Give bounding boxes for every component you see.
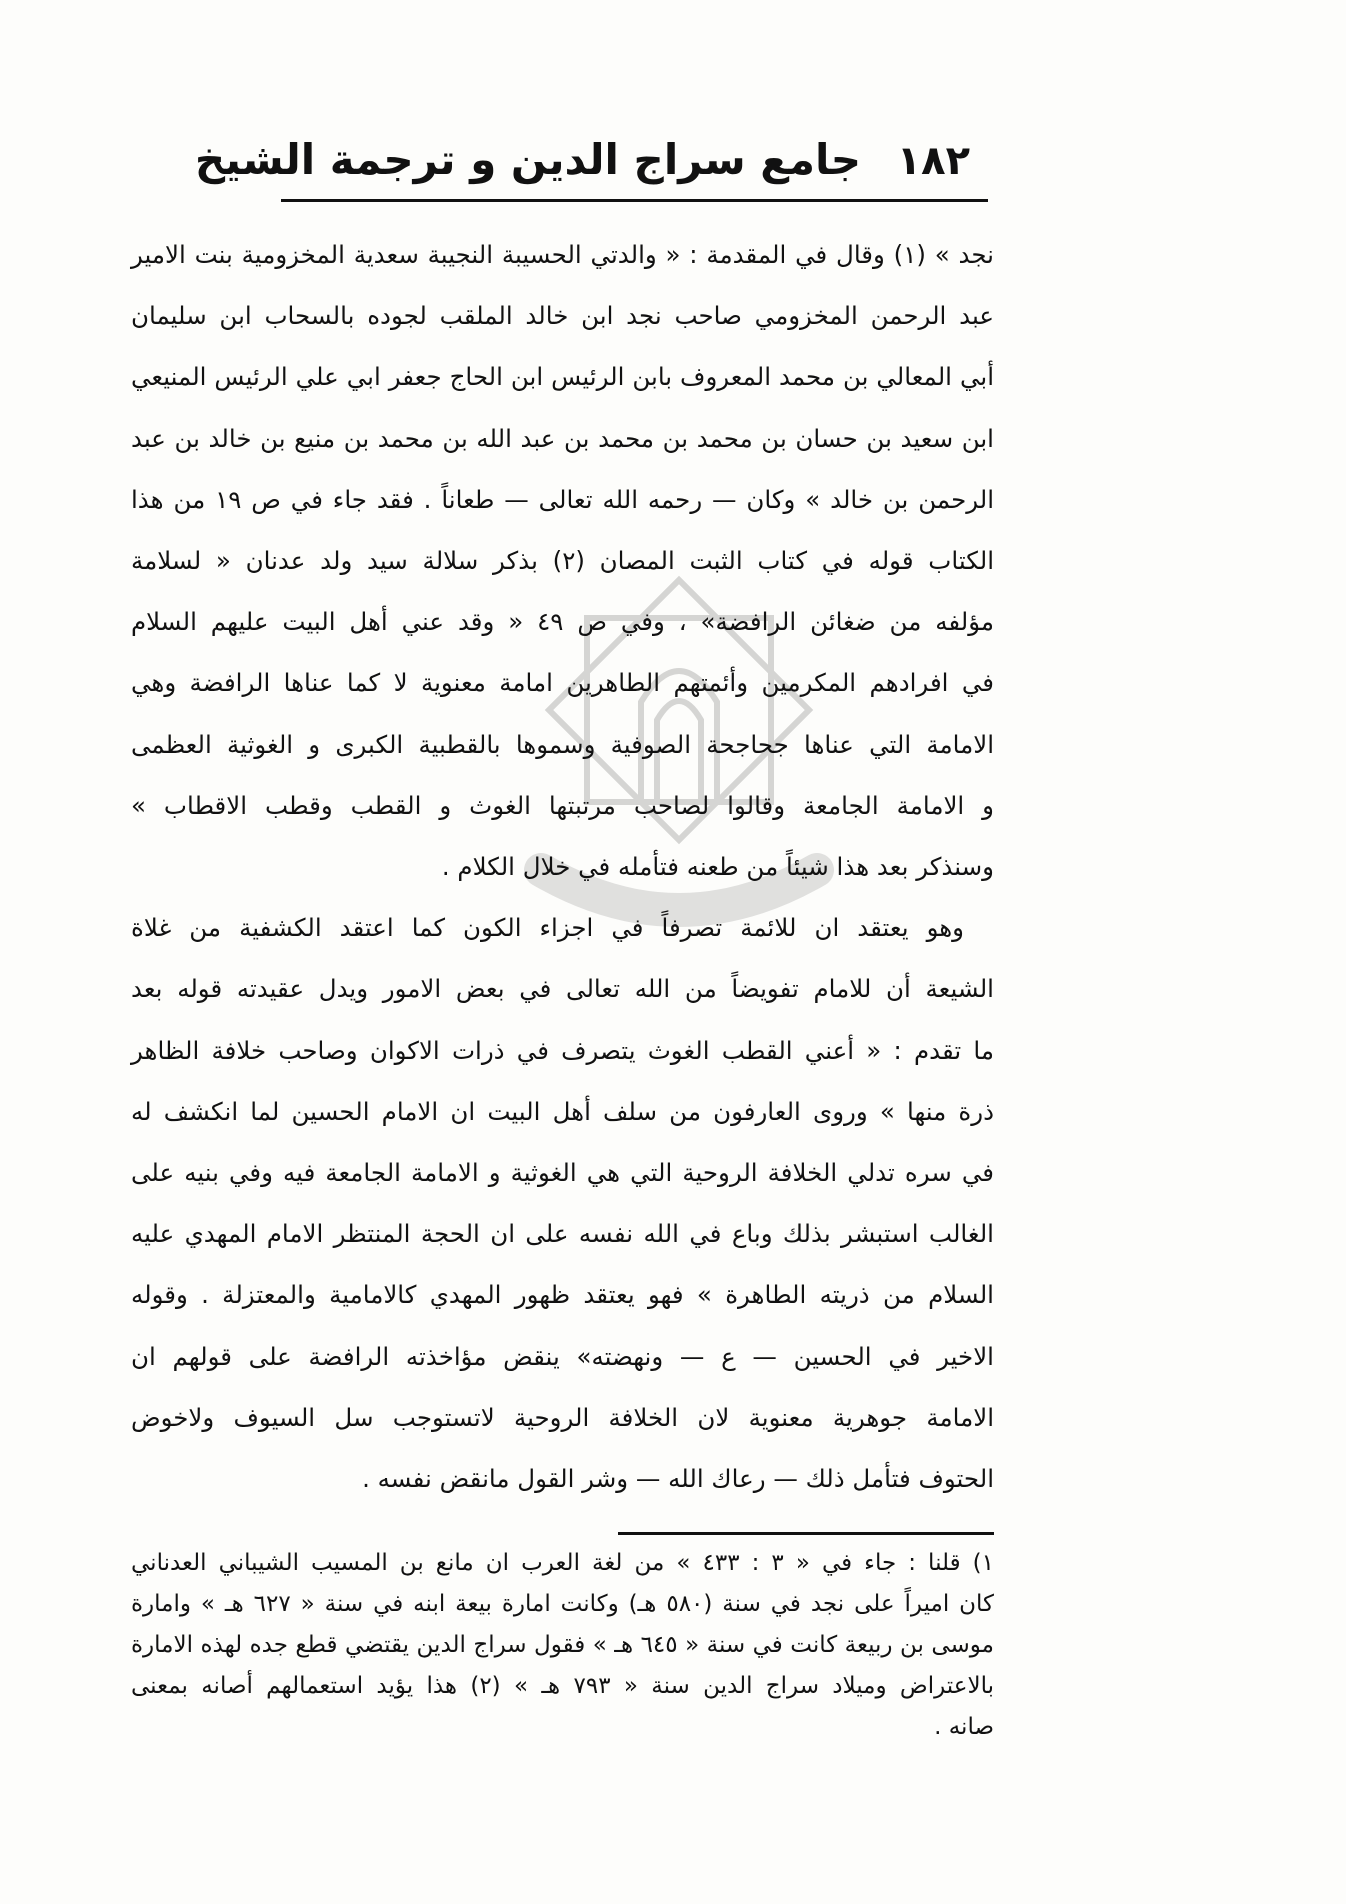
footnote-rule: [618, 1532, 994, 1535]
header-rule: [281, 199, 988, 202]
body-line: وسنذكر بعد هذا شيئاً من طعنه فتأمله في خلال الكلام .: [441, 852, 994, 882]
body-line: ذرة منها » وروى العارفون من سلف أهل البيت ان الامام الحسين لما انكشف له: [131, 1096, 994, 1126]
body-line: ما تقدم : « أعني القطب الغوث يتصرف في ذرات الاكوان وصاحب خلافة الظاهر: [131, 1035, 994, 1065]
footnote-line: كان اميراً على نجد في سنة (٥٨٠ هـ) وكانت امارة بيعة ابنه في سنة « ٦٢٧ هـ » وامارة: [131, 1591, 994, 1617]
body-line: في افرادهم المكرمين وأئمتهم الطاهرين امامة معنوية لا كما عناها الرافضة وهي: [131, 668, 994, 698]
body-line: و الامامة الجامعة وقالوا لصاحب مرتبتها الغوث و القطب وقطب الاقطاب »: [131, 790, 994, 820]
body-line: الاخير في الحسين — ع — ونهضته» ينقض مؤاخذته الرافضة على قولهم ان: [131, 1341, 994, 1371]
body-line: الغالب استبشر بذلك وباع في الله نفسه على ان الحجة المنتظر الامام المهدي عليه: [131, 1219, 994, 1249]
body-line: نجد » (١) وقال في المقدمة : « والدتي الحسيبة النجيبة سعدية المخزومية بنت الامير: [131, 240, 994, 269]
body-line: السلام من ذريته الطاهرة » فهو يعتقد ظهور المهدي كالامامية والمعتزلة . وقوله: [131, 1280, 994, 1310]
body-line: وهو يعتقد ان للائمة تصرفاً في اجزاء الكون كما اعتقد الكشفية من غلاة: [131, 913, 964, 943]
body-line: الحتوف فتأمل ذلك — رعاك الله — وشر القول مانقض نفسه .: [362, 1464, 994, 1494]
body-line: الرحمن بن خالد » وكان — رحمه الله تعالى — طعاناً . فقد جاء في ص ١٩ من هذا: [131, 484, 994, 514]
page-number: ١٨٢: [896, 138, 970, 184]
body-line: ابن سعيد بن حسان بن محمد بن محمد بن عبد الله بن محمد بن منيع بن خالد بن عبد: [131, 423, 994, 453]
body-line: مؤلفه من ضغائن الرافضة» ، وفي ص ٤٩ « وقد عني أهل البيت عليهم السلام: [131, 607, 994, 637]
body-line: الشيعة أن للامام تفويضاً من الله تعالى في بعض الامور ويدل عقيدته قوله بعد: [131, 974, 994, 1004]
running-title: جامع سراج الدين و ترجمة الشيخ: [194, 135, 861, 184]
footnote-line: موسى بن ربيعة كانت في سنة « ٦٤٥ هـ » فقول سراج الدين يقتضي قطع جده لهذه الامارة: [131, 1632, 994, 1658]
body-line: الكتاب قوله في كتاب الثبت المصان (٢) بذكر سلالة سيد ولد عدنان « لسلامة: [131, 546, 995, 576]
footnote-line: ١) قلنا : جاء في « ٣ : ٤٣٣ » من لغة العرب ان مانع بن المسيب الشيباني العدناني: [131, 1550, 994, 1576]
body-line: الامامة التي عناها جحاجحة الصوفية وسموها بالقطبية الكبرى و الغوثية العظمى: [131, 729, 994, 759]
body-line: عبد الرحمن المخزومي صاحب نجد ابن خالد الملقب لجوده بالسحاب ابن سليمان: [131, 301, 994, 331]
body-text: [131, 224, 994, 1509]
footnotes: [131, 1543, 994, 1748]
body-line: الامامة جوهرية معنوية لان الخلافة الروحية لاتستوجب سل السيوف ولاخوض: [131, 1402, 994, 1432]
body-line: أبي المعالي بن محمد المعروف بابن الرئيس ابن الحاج جعفر ابي علي الرئيس المنيعي: [131, 362, 994, 392]
footnote-line: صانه .: [934, 1714, 994, 1740]
body-line: في سره تدلي الخلافة الروحية التي هي الغوثية و الامامة الجامعة فيه وفي بنيه على: [131, 1158, 994, 1188]
footnote-line: بالاعتراض وميلاد سراج الدين سنة « ٧٩٣ هـ » (٢) هذا يؤيد استعمالهم أصانه بمعنى: [131, 1673, 994, 1699]
